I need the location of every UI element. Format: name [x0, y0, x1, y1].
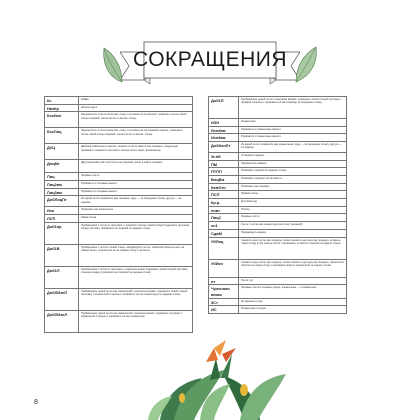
abbreviation-definition: Провязать как изнаночную: [79, 207, 193, 215]
abbreviation-definition: Прибавление одной петли как изнаночной с наклоном влево: поднимите протяжку с изнаночной стороны и провяжите её как изнаночную: [79, 310, 193, 332]
table-row: [209, 160, 347, 168]
table-row: [209, 152, 347, 160]
abbreviation-definition: Из одной петли провяжите две лицевые: одну — за переднюю стенку, другую — за заднюю: [79, 196, 193, 207]
title-banner: [120, 40, 300, 86]
abbreviation-term: повт: [209, 206, 239, 214]
abbreviation-term: Доб1В: [45, 244, 79, 266]
abbreviation-term: ДУЦ: [45, 144, 79, 160]
abbreviation-definition: Прибавление 1 петли в левой спице: сформируйте петлю, набросив рабочую нить на левый палец, перенесите её на правую спицу и затяните: [79, 244, 193, 266]
abbreviation-definition: Переносится 1 петля на вспом. спицу и оставьте её на лицевой стороне, провязка 1 петлю левой спицы лицевой, затем петлю со вспом. спицы: [79, 128, 193, 144]
table-row: [209, 277, 347, 285]
abbreviation-term: ПТПП: [209, 168, 239, 176]
abbreviation-term: КосИон: [45, 112, 79, 128]
table-row: [45, 104, 193, 112]
abbreviation-definition: Провяжите 3 изнаночные вместе: [239, 134, 347, 142]
abbreviation-definition: Кайма: [79, 97, 193, 105]
table-row: [209, 221, 347, 229]
abbreviation-term: Кс: [45, 97, 79, 105]
abbreviation-term: Чулочная вязка: [209, 285, 239, 298]
abbreviation-definition: Левая спица: [79, 214, 193, 222]
tropical-plant-illustration: [140, 318, 290, 420]
table-row: [45, 144, 193, 160]
leaf-icon: [292, 44, 320, 84]
abbreviation-term: Кр.р.: [209, 198, 239, 206]
abbreviation-term: УбЛиц: [209, 237, 239, 259]
table-row: [209, 183, 347, 191]
abbreviation-term: КосЛиц: [45, 128, 79, 144]
table-row: [209, 168, 347, 176]
abbreviation-term: Изн2вм: [209, 126, 239, 134]
abbreviation-term: Лиц2вм: [45, 180, 79, 188]
abbreviation-term: ИС: [209, 306, 239, 314]
table-row: [209, 306, 347, 314]
abbreviation-definition: Двусторонний слой: на 5 петли на лицевой, петли в набор лицевых: [79, 160, 193, 173]
abbreviation-definition: Лицевые петли: [79, 173, 193, 181]
abbreviation-term: ПМ: [209, 160, 239, 168]
table-row: [45, 207, 193, 215]
abbreviation-definition: Петля (-и): [239, 277, 347, 285]
table-row: [209, 126, 347, 134]
abbreviation-term: сн1: [209, 221, 239, 229]
abbreviation-term: ДобЛИзнЛ: [45, 310, 79, 332]
abbreviations-table-left: [44, 96, 193, 333]
leaf-icon: [100, 44, 126, 84]
abbreviation-term: УстМ: [209, 152, 239, 160]
abbreviation-definition: Из одной петли провяжите две изнаночные: одну — за переднюю стенку, другую — за заднюю: [239, 141, 347, 152]
abbreviation-definition: Лицевые петли: [239, 214, 347, 222]
abbreviation-term: Лиц3вм: [45, 188, 79, 196]
abbreviation-definition: Прибавление 1 петли из протяжки: с наклоном влево поднимите левой спицей протяжку спереди назад и провяжите её лицевой за заднюю стенку: [79, 266, 193, 288]
abbreviation-term: Лиц: [45, 173, 79, 181]
table-row: [45, 112, 193, 128]
abbreviation-definition: Переносится 1 петля на вспом. спицу и оставьте её за ключей, провязка 1 петлю левой спицы лицевой, затем петлю со вспом. спицы: [79, 112, 193, 128]
abbreviation-definition: Начало круга: [79, 104, 193, 112]
abbreviation-term: пт: [209, 277, 239, 285]
abbreviation-definition: Изнаночная сторона: [239, 306, 347, 314]
table-row: [209, 97, 347, 119]
abbreviations-table-right: [208, 96, 347, 314]
table-row: [209, 237, 347, 259]
table-row: [209, 259, 347, 277]
abbreviation-term: ПСП: [209, 191, 239, 199]
abbreviation-term: Доб1пр: [45, 222, 79, 244]
abbreviation-term: ВлцВм: [209, 175, 239, 183]
table-row: [45, 188, 193, 196]
abbreviation-term: ДобЛИзнП: [45, 288, 79, 310]
page-title: СОКРАЩЕНИЯ: [133, 48, 287, 71]
abbreviation-term: Изн3вм: [209, 134, 239, 142]
abbreviation-term: ЛицС: [209, 214, 239, 222]
table-row: [209, 214, 347, 222]
table-row: [45, 288, 193, 310]
table-row: [45, 160, 193, 173]
table-row: [209, 298, 347, 306]
table-row: [209, 206, 347, 214]
abbreviation-term: ДлцМт: [45, 160, 79, 173]
table-row: [209, 175, 347, 183]
table-row: [209, 285, 347, 298]
abbreviation-term: Доб1П: [209, 97, 239, 119]
abbreviation-term: УбИзн: [209, 259, 239, 277]
abbreviation-definition: Правая спица: [239, 191, 347, 199]
abbreviation-definition: Провяжите 2 изнаночные вместе: [239, 126, 347, 134]
abbreviation-definition: Двойной убавление в центре: снимите 2 петли вместе как лицевые, следующую провяжите лицевой и протяните снятые петли через провязанную: [79, 144, 193, 160]
abbreviation-definition: Провяжите 2 лицевые вместе: [79, 180, 193, 188]
abbreviation-definition: Установить маркер: [239, 152, 347, 160]
abbreviation-definition: Прибавление одной петли как изнаночной с наклоном вправо: поднимите левой спицей протяжку с изнаночной стороны и провяжите её как изнаночную за заднюю стенку: [79, 288, 193, 310]
abbreviation-definition: Прибавление одной петли с наклоном вправо: поднимите левой спицей протяжку с лицевой стороны и провяжите её как лицевую за переднюю стенку: [239, 97, 347, 119]
abbreviation-definition: Провязать как лицевую: [239, 183, 347, 191]
abbreviation-term: ЛСП: [45, 214, 79, 222]
table-row: [209, 141, 347, 152]
table-row: [45, 180, 193, 188]
abbreviation-definition: Повтор: [239, 206, 347, 214]
abbreviation-term: 3Ст: [209, 298, 239, 306]
abbreviation-definition: Переместить маркер: [239, 160, 347, 168]
page-number: 8: [34, 399, 38, 406]
abbreviation-definition: Снять 1 петлю как изнаночную (если нет указаний): [239, 221, 347, 229]
abbreviation-definition: Прибавление 1 петли из протяжки: с лицевой стороны левой спицей поднимите протяжку между петлями, провяжите её лицевой за заднюю стенку: [79, 222, 193, 244]
table-row: [45, 222, 193, 244]
table-row: [45, 214, 193, 222]
abbreviation-term: СдвМ: [209, 229, 239, 237]
table-row: [45, 173, 193, 181]
abbreviation-definition: Передвинуть маркер: [239, 229, 347, 237]
abbreviation-term: Доб1Л: [45, 266, 79, 288]
table-row: [209, 229, 347, 237]
abbreviation-definition: За заднюю стенку: [239, 298, 347, 306]
table-row: [45, 266, 193, 288]
table-row: [45, 196, 193, 207]
table-row: [45, 244, 193, 266]
abbreviation-term: КамОтн: [209, 183, 239, 191]
abbreviation-definition: Провяжите 3 лицевые вместе: [79, 188, 193, 196]
abbreviation-definition: Провязать лицевой за заднюю стенку: [239, 168, 347, 176]
abbreviation-definition: Лицевые петли в лицевых рядах, изнаночные — в изнаночных: [239, 285, 347, 298]
abbreviation-term: НачКр: [45, 104, 79, 112]
table-row: [45, 128, 193, 144]
abbreviation-definition: Провязать лицевую петлю вместе: [239, 175, 347, 183]
abbreviation-definition: Снимите одну петлю как лицевую, затем снимите ещё одну как лицевую, вставьте левую спицу в обе снятые петли и провяжите их вместе лицевой за задние стенки: [239, 237, 347, 259]
table-row: [45, 97, 193, 105]
abbreviation-term: ДобИзнПт: [209, 141, 239, 152]
table-row: [209, 191, 347, 199]
abbreviation-definition: Круговой ряд: [239, 198, 347, 206]
abbreviation-definition: Изнаночная: [239, 119, 347, 127]
table-row: [209, 198, 347, 206]
abbreviation-term: ИЗН: [209, 119, 239, 127]
table-row: [209, 134, 347, 142]
abbreviation-definition: Снимите одну петлю как лицевую, затем снимите ещё одну как лицевую, перенесите обратно на левую спицу и провяжите вместе изнаночной за задние стенки: [239, 259, 347, 277]
table-row: [209, 119, 347, 127]
abbreviation-term: ДобЛицПт: [45, 196, 79, 207]
abbreviation-term: Изн: [45, 207, 79, 215]
